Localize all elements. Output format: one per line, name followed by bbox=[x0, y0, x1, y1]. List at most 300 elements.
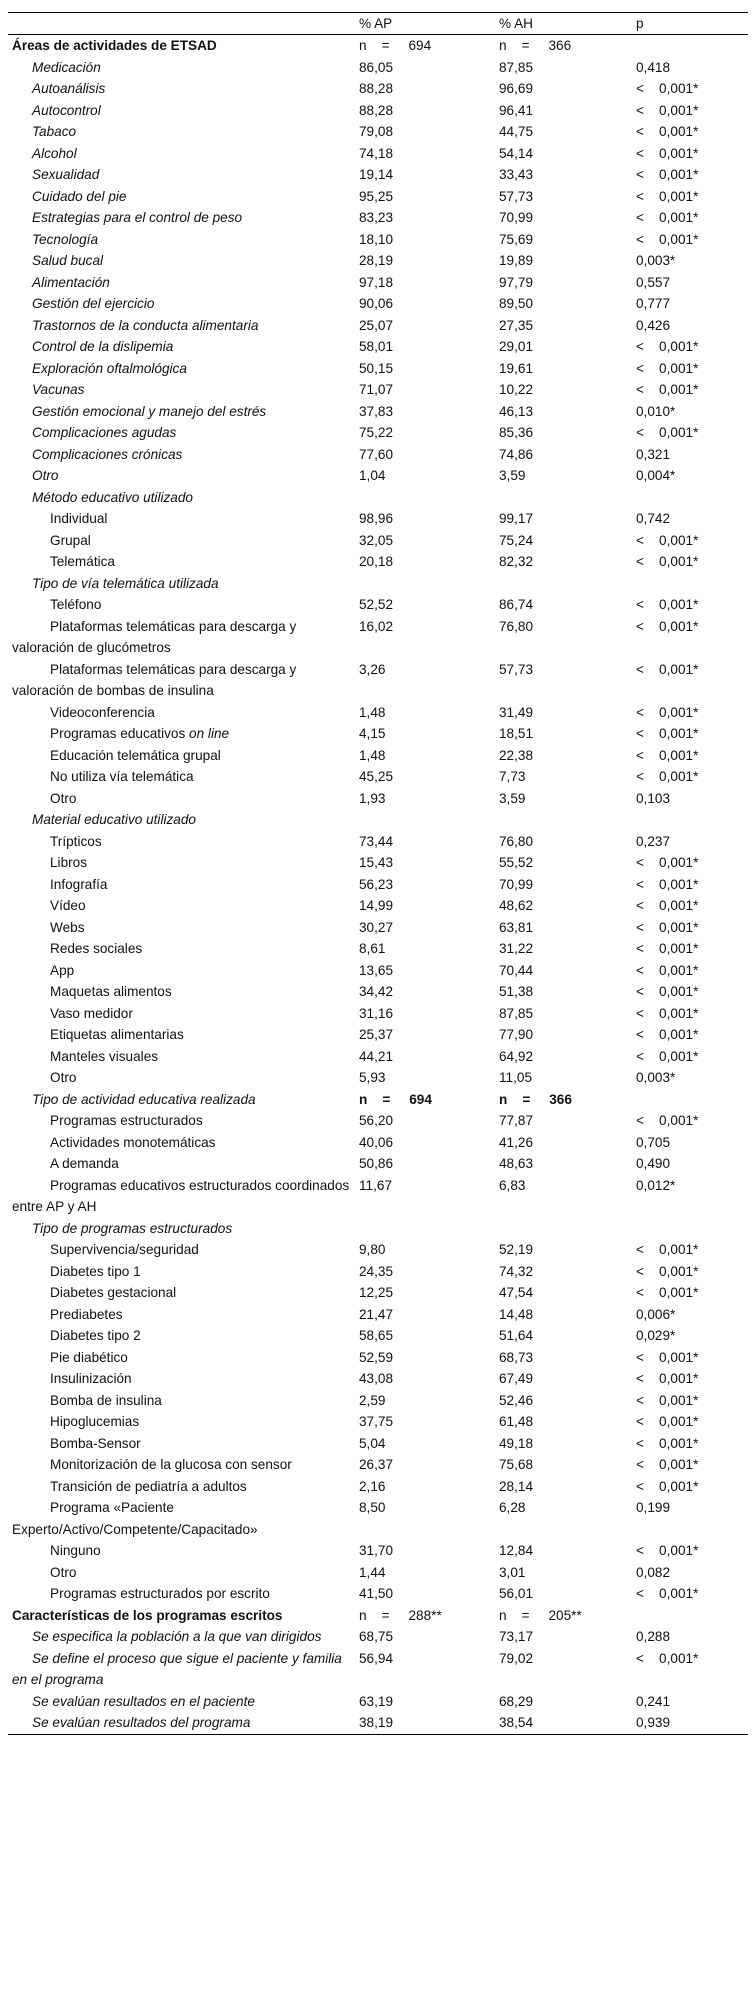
value-p: < 0,001* bbox=[636, 618, 699, 634]
row-label bbox=[8, 1390, 355, 1412]
value-ah: 55,52 bbox=[499, 855, 534, 870]
table-row bbox=[8, 938, 748, 960]
table-row bbox=[8, 465, 748, 487]
value-p: < 0,001* bbox=[636, 769, 699, 784]
value-ah: 76,80 bbox=[499, 618, 534, 634]
table-row bbox=[8, 293, 748, 315]
table-row bbox=[8, 1390, 748, 1412]
value-ap: 21,47 bbox=[359, 1306, 394, 1322]
value-p: 0,199 bbox=[636, 1500, 671, 1515]
row-label-text: Complicaciones crónicas bbox=[32, 446, 183, 462]
row-label-text: Control de la dislipemia bbox=[32, 339, 174, 354]
value-ap: 97,18 bbox=[359, 274, 394, 290]
value-p: < 0,001* bbox=[636, 704, 699, 720]
value-ah: 70,99 bbox=[499, 876, 534, 892]
value-p bbox=[632, 1605, 748, 1627]
table-row bbox=[8, 981, 748, 1003]
value-p: < 0,001* bbox=[636, 382, 699, 397]
row-label-text: Complicaciones agudas bbox=[32, 425, 177, 440]
row-label-text: Tipo de vía telemática utilizada bbox=[32, 575, 219, 591]
value-p bbox=[632, 35, 748, 57]
row-label bbox=[8, 1583, 355, 1605]
table-row bbox=[8, 444, 748, 466]
row-label bbox=[8, 379, 355, 401]
value-p: 0,939 bbox=[632, 1712, 748, 1734]
table-row bbox=[8, 1003, 748, 1025]
value-p: < 0,001* bbox=[636, 876, 699, 892]
value-ap: 24,35 bbox=[359, 1263, 394, 1279]
value-ah: 33,43 bbox=[499, 167, 534, 182]
value-p: 0,004* bbox=[636, 468, 676, 483]
value-p: 0,103 bbox=[636, 790, 671, 806]
row-label bbox=[8, 831, 355, 853]
value-ah: 38,54 bbox=[495, 1712, 632, 1734]
value-p: < 0,001* bbox=[636, 1586, 699, 1601]
value-ap bbox=[355, 809, 495, 831]
row-label bbox=[8, 1476, 355, 1498]
value-p: 0,418 bbox=[636, 59, 671, 75]
value-p: < 0,001* bbox=[636, 360, 699, 376]
table-row bbox=[8, 1261, 748, 1283]
value-ap: n = 694 bbox=[359, 38, 432, 53]
table-row bbox=[8, 852, 748, 874]
row-label bbox=[8, 1626, 355, 1648]
value-ah: 49,18 bbox=[499, 1435, 534, 1451]
row-label-text: Ninguno bbox=[50, 1543, 101, 1558]
value-p: < 0,001* bbox=[636, 532, 699, 548]
table-row bbox=[8, 1046, 748, 1068]
row-label bbox=[8, 57, 355, 79]
row-label bbox=[8, 487, 355, 509]
value-p bbox=[632, 1218, 748, 1240]
row-label-text: Teléfono bbox=[50, 597, 102, 612]
row-label bbox=[8, 1605, 355, 1627]
table-row bbox=[8, 1605, 748, 1627]
value-p: 0,777 bbox=[636, 296, 671, 311]
value-p: 0,288 bbox=[636, 1629, 671, 1644]
row-label bbox=[8, 594, 355, 616]
row-label bbox=[8, 508, 355, 530]
value-ap: 2,16 bbox=[359, 1478, 386, 1494]
row-label bbox=[8, 78, 355, 100]
value-ah: 6,83 bbox=[499, 1177, 526, 1193]
row-label-text: Estrategias para el control de peso bbox=[32, 210, 243, 225]
value-ap: 1,48 bbox=[359, 747, 386, 763]
table-row bbox=[8, 121, 748, 143]
row-label-text: A demanda bbox=[50, 1156, 119, 1171]
row-label-text: Alcohol bbox=[32, 145, 77, 161]
value-ah: 44,75 bbox=[499, 124, 534, 139]
value-p: < 0,001* bbox=[636, 1285, 699, 1300]
value-ah: 76,80 bbox=[499, 833, 534, 849]
value-p: 0,237 bbox=[636, 833, 671, 849]
value-p: < 0,001* bbox=[636, 1048, 699, 1064]
value-ap: 26,37 bbox=[359, 1457, 394, 1472]
value-ah: 3,59 bbox=[499, 468, 526, 483]
value-ap: 74,18 bbox=[359, 145, 394, 161]
value-ap: 90,06 bbox=[359, 296, 394, 311]
row-label-text: Grupal bbox=[50, 532, 91, 548]
value-ap: 20,18 bbox=[359, 554, 394, 569]
results-table bbox=[8, 12, 748, 1735]
value-ah: n = 205** bbox=[499, 1607, 582, 1623]
row-label-text: Otro bbox=[32, 468, 59, 483]
value-p: < 0,001* bbox=[636, 188, 699, 204]
row-label-text: Salud bucal bbox=[32, 253, 104, 268]
table-row bbox=[8, 1347, 748, 1369]
row-label bbox=[8, 960, 355, 982]
value-ah: 57,73 bbox=[499, 661, 534, 677]
table-row bbox=[8, 35, 748, 57]
value-ap: 56,23 bbox=[359, 876, 394, 892]
value-p: 0,029* bbox=[636, 1328, 676, 1343]
row-label bbox=[8, 336, 355, 358]
table-row bbox=[8, 1024, 748, 1046]
row-label-text: Hipoglucemias bbox=[50, 1414, 140, 1429]
value-ah: n = 366 bbox=[499, 38, 572, 53]
value-ah: 73,17 bbox=[499, 1629, 534, 1644]
value-p: < 0,001* bbox=[636, 210, 699, 225]
value-ap: 75,22 bbox=[359, 425, 394, 440]
value-ah: 41,26 bbox=[499, 1134, 534, 1150]
table-row bbox=[8, 1239, 748, 1261]
value-p: < 0,001* bbox=[636, 962, 699, 978]
value-ap: 79,08 bbox=[359, 124, 394, 139]
value-ap: 2,59 bbox=[359, 1392, 386, 1408]
value-p: 0,557 bbox=[636, 274, 671, 290]
value-p: 0,426 bbox=[636, 317, 671, 333]
value-p: < 0,001* bbox=[636, 1005, 699, 1021]
value-p: 0,003* bbox=[636, 253, 676, 268]
table-row bbox=[8, 788, 748, 810]
table-row bbox=[8, 702, 748, 724]
value-p: 0,742 bbox=[636, 511, 671, 526]
row-label-text: Trípticos bbox=[50, 833, 102, 849]
row-label bbox=[8, 788, 355, 810]
value-ah: 3,01 bbox=[499, 1564, 526, 1580]
row-label bbox=[8, 723, 355, 745]
row-label bbox=[8, 616, 355, 659]
value-ap: 44,21 bbox=[359, 1048, 394, 1064]
table-row bbox=[8, 745, 748, 767]
value-ah: 46,13 bbox=[499, 403, 534, 419]
value-ap: 3,26 bbox=[359, 661, 386, 677]
value-ah: 96,41 bbox=[499, 102, 534, 118]
value-p: < 0,001* bbox=[636, 1027, 699, 1042]
value-ap: 68,75 bbox=[359, 1629, 394, 1644]
value-ap: 28,19 bbox=[359, 253, 394, 268]
row-label-text: Se evalúan resultados del programa bbox=[32, 1715, 251, 1730]
row-label bbox=[8, 293, 355, 315]
value-p: < 0,001* bbox=[636, 898, 699, 913]
value-p bbox=[632, 487, 748, 509]
table-row bbox=[8, 57, 748, 79]
value-ap: 77,60 bbox=[359, 446, 394, 462]
value-ah: 47,54 bbox=[499, 1285, 534, 1300]
value-ah: 7,73 bbox=[499, 769, 526, 784]
row-label bbox=[8, 1454, 355, 1476]
value-ap: 18,10 bbox=[359, 231, 394, 247]
row-label bbox=[8, 422, 355, 444]
row-label bbox=[8, 1540, 355, 1562]
value-ah: 87,85 bbox=[499, 1005, 534, 1021]
table-row bbox=[8, 1454, 748, 1476]
value-ah: 52,19 bbox=[499, 1242, 534, 1257]
row-label bbox=[8, 917, 355, 939]
row-label-text: Tipo de actividad educativa realizada bbox=[32, 1091, 256, 1107]
row-label bbox=[8, 272, 355, 294]
row-label bbox=[8, 315, 355, 337]
value-p: < 0,001* bbox=[636, 919, 699, 935]
row-label bbox=[8, 35, 355, 57]
row-label bbox=[8, 938, 355, 960]
row-label-text: Autoanálisis bbox=[32, 81, 106, 96]
value-p: < 0,001* bbox=[636, 1349, 699, 1365]
value-p: 0,006* bbox=[636, 1306, 676, 1322]
row-label bbox=[8, 1347, 355, 1369]
value-ap: 52,59 bbox=[359, 1349, 394, 1365]
value-ap: 4,15 bbox=[359, 726, 386, 741]
value-p: < 0,001* bbox=[636, 1478, 699, 1494]
value-ap bbox=[355, 573, 495, 595]
value-ah: 29,01 bbox=[499, 339, 534, 354]
value-p: < 0,001* bbox=[636, 1435, 699, 1451]
row-label-text: Programas educativos estructurados coordinados entre AP y AH bbox=[12, 1177, 350, 1214]
value-p: 0,705 bbox=[636, 1134, 671, 1150]
value-ah: 28,14 bbox=[499, 1478, 534, 1494]
value-p: < 0,001* bbox=[636, 425, 699, 440]
row-label bbox=[8, 573, 355, 595]
table-row bbox=[8, 487, 748, 509]
value-ah: 31,22 bbox=[499, 941, 534, 956]
row-label-text: Gestión del ejercicio bbox=[32, 296, 155, 311]
row-label-text: Prediabetes bbox=[50, 1306, 123, 1322]
value-ap: 1,04 bbox=[359, 468, 386, 483]
row-label-text: Vídeo bbox=[50, 898, 86, 913]
row-label-text: Cuidado del pie bbox=[32, 188, 127, 204]
value-p: < 0,001* bbox=[636, 1371, 699, 1386]
row-label-text: Se define el proceso que sigue el paciente y familia en el programa bbox=[12, 1650, 342, 1687]
table-row bbox=[8, 530, 748, 552]
value-ah: 57,73 bbox=[499, 188, 534, 204]
value-p: < 0,001* bbox=[636, 102, 699, 118]
value-p bbox=[632, 573, 748, 595]
table-row bbox=[8, 551, 748, 573]
value-ap: 63,19 bbox=[359, 1693, 394, 1709]
row-label bbox=[8, 1132, 355, 1154]
value-ap: 25,07 bbox=[359, 317, 394, 333]
value-ap: 34,42 bbox=[359, 984, 394, 999]
value-ap: 1,93 bbox=[359, 790, 386, 806]
value-ap: 58,65 bbox=[359, 1328, 394, 1343]
value-ap: 1,44 bbox=[359, 1564, 386, 1580]
row-label bbox=[8, 229, 355, 251]
value-ap: 40,06 bbox=[359, 1134, 394, 1150]
row-label-text: Otro bbox=[50, 1564, 77, 1580]
value-p: < 0,001* bbox=[636, 1650, 699, 1666]
row-label-text: No utiliza vía telemática bbox=[50, 769, 194, 784]
value-ap: 58,01 bbox=[359, 339, 394, 354]
row-label-text: Manteles visuales bbox=[50, 1048, 159, 1064]
table-row bbox=[8, 1562, 748, 1584]
row-label bbox=[8, 809, 355, 831]
value-ah: 51,64 bbox=[499, 1328, 534, 1343]
value-ah: 31,49 bbox=[499, 704, 534, 720]
row-label-text: Monitorización de la glucosa con sensor bbox=[50, 1457, 292, 1472]
row-label bbox=[8, 1304, 355, 1326]
row-label bbox=[8, 1325, 355, 1347]
table-row bbox=[8, 831, 748, 853]
table-row bbox=[8, 1325, 748, 1347]
row-label-text: Plataformas telemáticas para descarga y valoración de bombas de insulina bbox=[12, 661, 297, 698]
row-label-text: Videoconferencia bbox=[50, 704, 155, 720]
row-label-text: Alimentación bbox=[32, 274, 110, 290]
row-label-text: Plataformas telemáticas para descarga y valoración de glucómetros bbox=[12, 618, 297, 655]
value-ap: 32,05 bbox=[359, 532, 394, 548]
value-ah: 82,32 bbox=[499, 554, 534, 569]
row-label bbox=[8, 1433, 355, 1455]
table-row bbox=[8, 1282, 748, 1304]
value-ah: 99,17 bbox=[499, 511, 534, 526]
value-ah: 64,92 bbox=[499, 1048, 534, 1064]
table-row bbox=[8, 143, 748, 165]
value-ap: 43,08 bbox=[359, 1371, 394, 1386]
table-row bbox=[8, 1540, 748, 1562]
value-ah: 22,38 bbox=[499, 747, 534, 763]
row-label bbox=[8, 401, 355, 423]
row-label bbox=[8, 1153, 355, 1175]
table-row bbox=[8, 1089, 748, 1111]
value-ah: 52,46 bbox=[499, 1392, 534, 1408]
header-ah: % AH bbox=[495, 13, 632, 35]
row-label bbox=[8, 100, 355, 122]
value-ap: 73,44 bbox=[359, 833, 394, 849]
row-label-text: Tipo de programas estructurados bbox=[32, 1220, 233, 1236]
value-ah: n = 366 bbox=[499, 1091, 572, 1107]
value-ap bbox=[355, 1218, 495, 1240]
value-p: 0,012* bbox=[636, 1177, 676, 1193]
value-ap bbox=[355, 487, 495, 509]
row-label bbox=[8, 766, 355, 788]
value-ah: 48,62 bbox=[499, 898, 534, 913]
row-label bbox=[8, 1282, 355, 1304]
row-label bbox=[8, 121, 355, 143]
value-ap: 50,86 bbox=[359, 1156, 394, 1171]
row-label bbox=[8, 444, 355, 466]
value-ah: 11,05 bbox=[499, 1070, 533, 1085]
row-label-text: Medicación bbox=[32, 59, 101, 75]
value-p: < 0,001* bbox=[636, 124, 699, 139]
value-ah: 70,44 bbox=[499, 962, 534, 978]
row-label-text: Otro bbox=[50, 790, 77, 806]
row-label-text: Actividades monotemáticas bbox=[50, 1134, 216, 1150]
value-p: < 0,001* bbox=[636, 554, 699, 569]
table-row bbox=[8, 1067, 748, 1089]
table-row bbox=[8, 250, 748, 272]
table-row bbox=[8, 336, 748, 358]
row-label bbox=[8, 1024, 355, 1046]
row-label bbox=[8, 164, 355, 186]
value-ah: 3,59 bbox=[499, 790, 526, 806]
value-ap: 37,83 bbox=[359, 403, 394, 419]
row-label-text: App bbox=[50, 962, 75, 978]
row-label bbox=[8, 1648, 355, 1691]
value-p: < 0,001* bbox=[636, 1457, 699, 1472]
value-ah: 77,87 bbox=[499, 1113, 534, 1128]
row-label-text: Áreas de actividades de ETSAD bbox=[12, 38, 217, 53]
value-ah: 79,02 bbox=[499, 1650, 534, 1666]
value-p: 0,321 bbox=[636, 446, 671, 462]
row-label bbox=[8, 1497, 355, 1540]
row-label-text: Pie diabético bbox=[50, 1349, 128, 1365]
row-label-text: Vacunas bbox=[32, 382, 85, 397]
value-ah: 19,89 bbox=[499, 253, 534, 268]
table-row bbox=[8, 1583, 748, 1605]
row-label-text: Autocontrol bbox=[32, 102, 101, 118]
row-label bbox=[8, 1046, 355, 1068]
table-row bbox=[8, 164, 748, 186]
value-ah: 74,86 bbox=[499, 446, 534, 462]
row-label-text: Diabetes gestacional bbox=[50, 1285, 177, 1300]
row-label-text: Redes sociales bbox=[50, 941, 143, 956]
table-row bbox=[8, 766, 748, 788]
table-row bbox=[8, 1132, 748, 1154]
value-p: < 0,001* bbox=[636, 661, 699, 677]
row-label bbox=[8, 1691, 355, 1713]
table-row bbox=[8, 616, 748, 659]
table-row bbox=[8, 1497, 748, 1540]
table-row bbox=[8, 1648, 748, 1691]
row-label bbox=[8, 1218, 355, 1240]
table-row bbox=[8, 1411, 748, 1433]
table-row bbox=[8, 315, 748, 337]
value-p: < 0,001* bbox=[636, 597, 699, 612]
row-label bbox=[8, 1110, 355, 1132]
row-label-text: Telemática bbox=[50, 554, 115, 569]
value-ap: 98,96 bbox=[359, 511, 394, 526]
value-p: < 0,001* bbox=[636, 1414, 699, 1429]
table-row bbox=[8, 895, 748, 917]
header-ap: % AP bbox=[355, 13, 495, 35]
value-ah bbox=[495, 487, 632, 509]
value-p bbox=[632, 809, 748, 831]
value-ap: 50,15 bbox=[359, 360, 394, 376]
row-label bbox=[8, 1261, 355, 1283]
row-label-text: Supervivencia/seguridad bbox=[50, 1242, 199, 1257]
value-ah: 18,51 bbox=[499, 726, 534, 741]
row-label bbox=[8, 659, 355, 702]
table-row bbox=[8, 358, 748, 380]
value-ap: 56,20 bbox=[359, 1113, 394, 1128]
row-label bbox=[8, 1175, 355, 1218]
table-row bbox=[8, 1368, 748, 1390]
value-p: < 0,001* bbox=[636, 941, 699, 956]
row-label bbox=[8, 143, 355, 165]
value-ap: 19,14 bbox=[359, 167, 394, 182]
value-ah: 74,32 bbox=[499, 1263, 534, 1279]
value-p: < 0,001* bbox=[636, 81, 699, 96]
table-row bbox=[8, 874, 748, 896]
row-label bbox=[8, 1712, 355, 1734]
value-p: 0,010* bbox=[636, 403, 676, 419]
value-ap: 13,65 bbox=[359, 962, 394, 978]
value-p bbox=[632, 1089, 748, 1111]
table-row bbox=[8, 1175, 748, 1218]
value-ap: 37,75 bbox=[359, 1414, 394, 1429]
value-ap: 52,52 bbox=[359, 597, 394, 612]
value-p: < 0,001* bbox=[636, 145, 699, 161]
row-label bbox=[8, 465, 355, 487]
